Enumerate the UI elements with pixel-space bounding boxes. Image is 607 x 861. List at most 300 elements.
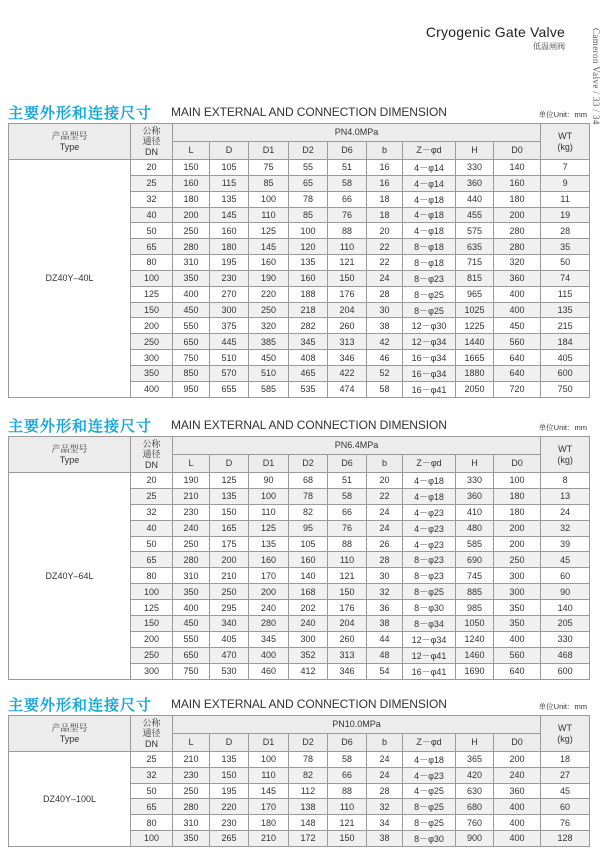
table-cell: 300 xyxy=(131,663,173,679)
table-cell: 150 xyxy=(131,302,173,318)
table-cell: 160 xyxy=(494,175,541,191)
page-title: Cryogenic Gate Valve xyxy=(425,24,565,40)
table-cell: 202 xyxy=(289,600,328,616)
column-header: D2 xyxy=(289,455,328,473)
table-cell: 125 xyxy=(249,520,289,536)
section-title-cn: 主要外形和连接尺寸 xyxy=(8,105,153,122)
table-cell: 12－φ34 xyxy=(403,334,456,350)
table-cell: 450 xyxy=(494,318,541,334)
table-cell: 345 xyxy=(249,631,289,647)
table-cell: 115 xyxy=(210,175,249,191)
table-cell: 365 xyxy=(456,752,494,768)
table-cell: 240 xyxy=(289,616,328,632)
table-cell: 375 xyxy=(210,318,249,334)
table-cell: 110 xyxy=(249,207,289,223)
wt-header xyxy=(541,124,590,160)
table-cell: 195 xyxy=(210,783,249,799)
column-header: H xyxy=(456,455,494,473)
table-cell: 640 xyxy=(494,350,541,366)
table-cell: 105 xyxy=(289,536,328,552)
table-cell: 282 xyxy=(289,318,328,334)
table-cell: 4－φ18 xyxy=(403,473,456,489)
table-cell: 635 xyxy=(456,239,494,255)
table-cell: 110 xyxy=(328,552,367,568)
table-cell: 200 xyxy=(494,536,541,552)
table-cell: 7 xyxy=(541,160,590,176)
table-cell: 188 xyxy=(289,286,328,302)
table-cell: 1240 xyxy=(456,631,494,647)
table-cell: 440 xyxy=(456,191,494,207)
table-cell: 385 xyxy=(249,334,289,350)
table-cell: 405 xyxy=(541,350,590,366)
table-cell: 4－φ18 xyxy=(403,223,456,239)
table-cell: 25 xyxy=(131,488,173,504)
table-cell: 760 xyxy=(456,815,494,831)
table-cell: 450 xyxy=(249,350,289,366)
table-cell: 12－φ34 xyxy=(403,631,456,647)
table-cell: 8－φ30 xyxy=(403,600,456,616)
dimension-table xyxy=(8,123,590,398)
type-header xyxy=(9,716,131,752)
table-cell: 350 xyxy=(173,584,210,600)
table-cell: 900 xyxy=(456,830,494,846)
table-cell: 74 xyxy=(541,270,590,286)
table-cell: 560 xyxy=(494,647,541,663)
column-header: D2 xyxy=(289,734,328,752)
table-cell: 150 xyxy=(131,616,173,632)
table-cell: 110 xyxy=(328,239,367,255)
table-cell: 4－φ23 xyxy=(403,504,456,520)
table-cell: 655 xyxy=(210,381,249,397)
table-cell: 250 xyxy=(249,302,289,318)
table-cell: 300 xyxy=(494,568,541,584)
dn-header-line1: 公称 xyxy=(142,438,161,449)
table-cell: 160 xyxy=(210,223,249,239)
table-cell: 360 xyxy=(494,270,541,286)
table-cell: 400 xyxy=(173,600,210,616)
table-cell: 22 xyxy=(367,488,403,504)
table-cell: 100 xyxy=(131,584,173,600)
table-cell: 120 xyxy=(289,239,328,255)
table-cell: 200 xyxy=(249,584,289,600)
table-cell: 715 xyxy=(456,255,494,271)
table-cell: 8－φ25 xyxy=(403,302,456,318)
dn-header xyxy=(131,124,173,160)
column-header: D6 xyxy=(328,734,367,752)
table-cell: 280 xyxy=(173,552,210,568)
table-cell: 1665 xyxy=(456,350,494,366)
table-cell: 140 xyxy=(289,568,328,584)
column-header: D xyxy=(210,455,249,473)
table-cell: 530 xyxy=(210,663,249,679)
table-cell: 210 xyxy=(210,568,249,584)
table-cell: 210 xyxy=(173,488,210,504)
table-cell: 420 xyxy=(456,767,494,783)
table-cell: 750 xyxy=(173,663,210,679)
table-cell: 400 xyxy=(494,302,541,318)
table-cell: 400 xyxy=(494,286,541,302)
table-cell: 165 xyxy=(210,520,249,536)
table-cell: 66 xyxy=(328,191,367,207)
table-cell: 250 xyxy=(173,783,210,799)
dn-header-line2: 通径 xyxy=(142,136,161,147)
table-cell: 148 xyxy=(289,815,328,831)
table-cell: 640 xyxy=(494,365,541,381)
table-cell: 32 xyxy=(131,767,173,783)
table-cell: 24 xyxy=(541,504,590,520)
table-cell: 4－φ18 xyxy=(403,207,456,223)
pressure-header: PN10.0MPa xyxy=(173,716,541,734)
wt-header xyxy=(541,437,590,473)
table-cell: 320 xyxy=(249,318,289,334)
table-cell: 28 xyxy=(367,783,403,799)
type-header-en: Type xyxy=(59,141,80,152)
table-cell: 88 xyxy=(328,783,367,799)
table-cell: 175 xyxy=(210,536,249,552)
column-header: L xyxy=(173,734,210,752)
table-cell: 200 xyxy=(131,318,173,334)
table-cell: 215 xyxy=(541,318,590,334)
table-cell: 46 xyxy=(367,350,403,366)
dimension-table xyxy=(8,436,590,680)
table-cell: 330 xyxy=(456,160,494,176)
table-cell: 24 xyxy=(367,520,403,536)
table-cell: 105 xyxy=(210,160,249,176)
table-cell: 180 xyxy=(494,191,541,207)
table-cell: 4－φ14 xyxy=(403,175,456,191)
table-cell: 8－φ34 xyxy=(403,616,456,632)
table-cell: 310 xyxy=(173,568,210,584)
table-cell: 78 xyxy=(289,191,328,207)
table-cell: 65 xyxy=(131,552,173,568)
table-cell: 50 xyxy=(131,536,173,552)
table-cell: 350 xyxy=(173,830,210,846)
table-cell: 28 xyxy=(367,286,403,302)
table-cell: 125 xyxy=(131,600,173,616)
table-cell: 50 xyxy=(541,255,590,271)
table-cell: 8－φ23 xyxy=(403,552,456,568)
table-cell: 36 xyxy=(367,600,403,616)
table-cell: 408 xyxy=(289,350,328,366)
table-cell: 200 xyxy=(131,631,173,647)
table-cell: 160 xyxy=(173,175,210,191)
table-cell: 2050 xyxy=(456,381,494,397)
table-cell: 54 xyxy=(367,663,403,679)
table-cell: 16－φ34 xyxy=(403,350,456,366)
table-cell: 360 xyxy=(456,175,494,191)
table-cell: 280 xyxy=(249,616,289,632)
table-cell: 250 xyxy=(494,552,541,568)
table-cell: 280 xyxy=(173,799,210,815)
page-header xyxy=(426,24,565,52)
table-cell: 8－φ23 xyxy=(403,568,456,584)
table-cell: 445 xyxy=(210,334,249,350)
table-cell: 4－φ23 xyxy=(403,536,456,552)
table-cell: 160 xyxy=(289,270,328,286)
table-cell: 260 xyxy=(328,631,367,647)
table-cell: 20 xyxy=(367,223,403,239)
table-cell: 345 xyxy=(289,334,328,350)
table-cell: 80 xyxy=(131,255,173,271)
table-cell: 16－φ34 xyxy=(403,365,456,381)
table-cell: 24 xyxy=(367,504,403,520)
table-cell: 205 xyxy=(541,616,590,632)
table-cell: 850 xyxy=(173,365,210,381)
table-cell: 38 xyxy=(367,318,403,334)
table-cell: 51 xyxy=(328,160,367,176)
table-cell: 48 xyxy=(367,647,403,663)
table-cell: 280 xyxy=(494,223,541,239)
table-cell: 8－φ18 xyxy=(403,255,456,271)
table-cell: 11 xyxy=(541,191,590,207)
column-header: D6 xyxy=(328,142,367,160)
table-cell: 400 xyxy=(249,647,289,663)
table-cell: 360 xyxy=(456,488,494,504)
table-cell: 24 xyxy=(367,270,403,286)
table-cell: 30 xyxy=(367,568,403,584)
table-cell: 9 xyxy=(541,175,590,191)
table-cell: 346 xyxy=(328,663,367,679)
table-cell: 8－φ25 xyxy=(403,286,456,302)
column-header: Z－φd xyxy=(403,734,456,752)
wt-header-line1: WT xyxy=(558,723,573,734)
table-cell: 330 xyxy=(541,631,590,647)
table-cell: 1880 xyxy=(456,365,494,381)
table-cell: 65 xyxy=(289,175,328,191)
table-cell: 100 xyxy=(249,752,289,768)
table-cell: 200 xyxy=(210,552,249,568)
table-cell: 45 xyxy=(541,783,590,799)
type-header xyxy=(9,437,131,473)
table-cell: 300 xyxy=(210,302,249,318)
table-cell: 176 xyxy=(328,286,367,302)
table-cell: 76 xyxy=(328,207,367,223)
table-cell: 270 xyxy=(210,286,249,302)
dn-header-line3: DN xyxy=(145,459,158,470)
table-cell: 22 xyxy=(367,239,403,255)
table-cell: 510 xyxy=(249,365,289,381)
column-header: b xyxy=(367,142,403,160)
table-cell: 265 xyxy=(210,830,249,846)
column-header: D2 xyxy=(289,142,328,160)
table-cell: 16－φ41 xyxy=(403,663,456,679)
table-cell: 750 xyxy=(173,350,210,366)
table-cell: 25 xyxy=(131,175,173,191)
table-cell: 80 xyxy=(131,568,173,584)
table-cell: 310 xyxy=(173,255,210,271)
dn-header-line2: 通径 xyxy=(142,449,161,460)
table-cell: 350 xyxy=(494,600,541,616)
table-cell: 585 xyxy=(249,381,289,397)
table-cell: 140 xyxy=(541,600,590,616)
table-cell: 19 xyxy=(541,207,590,223)
table-cell: 180 xyxy=(494,504,541,520)
table-cell: 210 xyxy=(173,752,210,768)
table-cell: 200 xyxy=(494,207,541,223)
table-cell: 985 xyxy=(456,600,494,616)
table-cell: 30 xyxy=(367,302,403,318)
table-cell: 150 xyxy=(328,830,367,846)
table-cell: 313 xyxy=(328,334,367,350)
table-cell: 38 xyxy=(367,830,403,846)
table-cell: 190 xyxy=(173,473,210,489)
table-cell: 510 xyxy=(210,350,249,366)
table-cell: 412 xyxy=(289,663,328,679)
table-cell: 78 xyxy=(289,488,328,504)
column-header: D1 xyxy=(249,142,289,160)
table-cell: 176 xyxy=(328,600,367,616)
table-cell: 138 xyxy=(289,799,328,815)
table-cell: 20 xyxy=(131,473,173,489)
table-cell: 950 xyxy=(173,381,210,397)
table-cell: 570 xyxy=(210,365,249,381)
table-cell: 4－φ14 xyxy=(403,160,456,176)
table-cell: 110 xyxy=(249,767,289,783)
table-cell: 690 xyxy=(456,552,494,568)
pressure-header: PN6.4MPa xyxy=(173,437,541,455)
table-cell: 52 xyxy=(367,365,403,381)
table-cell: 350 xyxy=(494,616,541,632)
table-cell: 885 xyxy=(456,584,494,600)
table-cell: 150 xyxy=(328,584,367,600)
table-cell: 4－φ23 xyxy=(403,767,456,783)
section-heading xyxy=(8,415,589,435)
table-cell: 170 xyxy=(249,568,289,584)
table-cell: 128 xyxy=(541,830,590,846)
column-header: L xyxy=(173,455,210,473)
table-cell: 125 xyxy=(210,473,249,489)
table-cell: 100 xyxy=(131,830,173,846)
table-cell: 125 xyxy=(131,286,173,302)
dn-header xyxy=(131,716,173,752)
table-cell: 680 xyxy=(456,799,494,815)
table-cell: 750 xyxy=(541,381,590,397)
table-cell: 455 xyxy=(456,207,494,223)
table-cell: 400 xyxy=(494,799,541,815)
dn-header-line2: 通径 xyxy=(142,728,161,739)
section-pn40 xyxy=(8,102,589,398)
table-cell: 121 xyxy=(328,255,367,271)
dn-header-line3: DN xyxy=(145,738,158,749)
table-cell: 66 xyxy=(328,767,367,783)
table-cell: 20 xyxy=(367,473,403,489)
table-cell: 140 xyxy=(494,160,541,176)
table-cell: 352 xyxy=(289,647,328,663)
table-cell: 18 xyxy=(541,752,590,768)
table-cell: 24 xyxy=(367,767,403,783)
section-title-cn: 主要外形和连接尺寸 xyxy=(8,418,153,435)
table-cell: 35 xyxy=(541,239,590,255)
table-cell: 135 xyxy=(210,191,249,207)
table-cell: 60 xyxy=(541,568,590,584)
dn-header xyxy=(131,437,173,473)
table-cell: 68 xyxy=(289,473,328,489)
table-cell: 180 xyxy=(210,239,249,255)
dn-header-line1: 公称 xyxy=(142,717,161,728)
table-cell: 1460 xyxy=(456,647,494,663)
table-cell: 18 xyxy=(367,207,403,223)
type-header-cn: 产品型号 xyxy=(51,723,88,734)
table-cell: 340 xyxy=(210,616,249,632)
column-header: D xyxy=(210,142,249,160)
table-cell: 422 xyxy=(328,365,367,381)
table-cell: 468 xyxy=(541,647,590,663)
section-title-cn: 主要外形和连接尺寸 xyxy=(8,697,153,714)
table-row xyxy=(9,752,590,768)
table-cell: 42 xyxy=(367,334,403,350)
table-cell: 600 xyxy=(541,365,590,381)
table-cell: 121 xyxy=(328,568,367,584)
table-cell: 346 xyxy=(328,350,367,366)
column-header: b xyxy=(367,455,403,473)
table-cell: 12－φ41 xyxy=(403,647,456,663)
table-cell: 50 xyxy=(131,223,173,239)
table-cell: 410 xyxy=(456,504,494,520)
table-cell: 184 xyxy=(541,334,590,350)
wt-header-line2: (kg) xyxy=(557,454,573,465)
table-cell: 535 xyxy=(289,381,328,397)
side-page-label: Cameron Valve / 33 / 34 xyxy=(591,28,601,125)
table-cell: 160 xyxy=(249,255,289,271)
table-cell: 550 xyxy=(173,318,210,334)
table-cell: 85 xyxy=(289,207,328,223)
table-cell: 34 xyxy=(367,815,403,831)
column-header: D0 xyxy=(494,734,541,752)
table-cell: 1025 xyxy=(456,302,494,318)
table-cell: 39 xyxy=(541,536,590,552)
table-cell: 1050 xyxy=(456,616,494,632)
wt-header-line2: (kg) xyxy=(557,141,573,152)
table-cell: 300 xyxy=(289,631,328,647)
table-cell: 300 xyxy=(494,584,541,600)
type-header xyxy=(9,124,131,160)
column-header: D xyxy=(210,734,249,752)
column-header: Z－φd xyxy=(403,142,456,160)
table-cell: 51 xyxy=(328,473,367,489)
table-cell: 480 xyxy=(456,520,494,536)
table-cell: 110 xyxy=(328,799,367,815)
table-cell: 88 xyxy=(328,536,367,552)
table-cell: 13 xyxy=(541,488,590,504)
table-cell: 204 xyxy=(328,616,367,632)
table-cell: 125 xyxy=(249,223,289,239)
table-cell: 4－φ18 xyxy=(403,488,456,504)
type-cell: DZ40Y–100L xyxy=(9,752,131,847)
table-cell: 250 xyxy=(173,536,210,552)
table-cell: 965 xyxy=(456,286,494,302)
table-cell: 16 xyxy=(367,175,403,191)
table-cell: 168 xyxy=(289,584,328,600)
table-cell: 4－φ18 xyxy=(403,191,456,207)
section-heading xyxy=(8,102,589,122)
table-cell: 26 xyxy=(367,536,403,552)
pressure-header: PN4.0MPa xyxy=(173,124,541,142)
table-cell: 40 xyxy=(131,520,173,536)
table-cell: 1440 xyxy=(456,334,494,350)
type-header-cn: 产品型号 xyxy=(51,444,88,455)
table-cell: 230 xyxy=(210,270,249,286)
section-title-en: MAIN EXTERNAL AND CONNECTION DIMENSION xyxy=(171,105,447,119)
column-header: D1 xyxy=(249,734,289,752)
column-header: H xyxy=(456,734,494,752)
table-cell: 745 xyxy=(456,568,494,584)
table-cell: 190 xyxy=(249,270,289,286)
table-cell: 310 xyxy=(173,815,210,831)
table-cell: 60 xyxy=(541,799,590,815)
section-pn100 xyxy=(8,694,589,847)
table-cell: 8－φ30 xyxy=(403,830,456,846)
wt-header xyxy=(541,716,590,752)
